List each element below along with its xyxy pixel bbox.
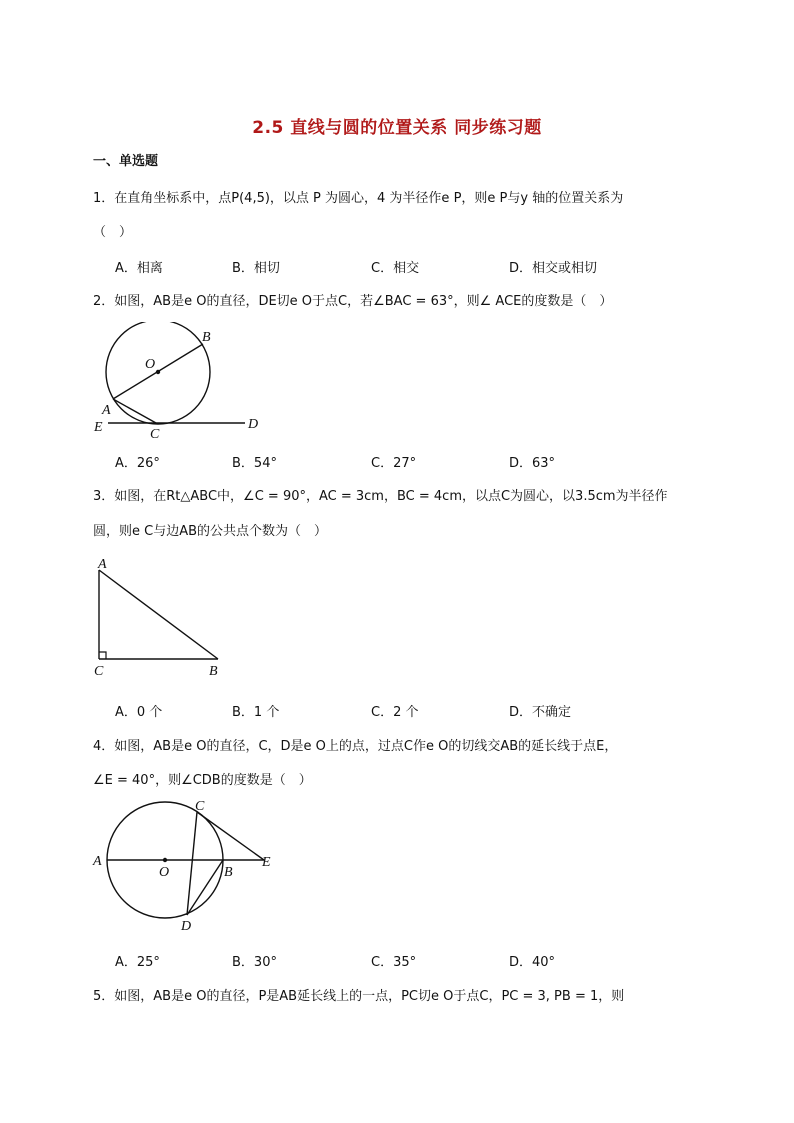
q2-label-b: B <box>202 330 211 345</box>
q4-stem-line2: ∠E = 40°，则∠CDB的度数是（ ） <box>93 773 312 788</box>
q4-label-o: O <box>159 865 170 880</box>
q3-label-a: A <box>98 557 107 572</box>
q3-label-b: B <box>209 664 218 679</box>
q2-label-e: E <box>94 420 103 435</box>
q2-chord-ac <box>113 399 156 423</box>
page-title: 2.5 直线与圆的位置关系 同步练习题 <box>252 118 542 138</box>
q4-label-a: A <box>93 854 102 869</box>
q2-option-b: B．54° <box>232 456 277 471</box>
q3-stem-line2: 圆，则e C与边AB的公共点个数为（ ） <box>93 524 328 539</box>
q5-stem-line1: 5．如图，AB是e O的直径，P是AB延长线上的一点，PC切e O于点C，PC = 3, PB = 1，则 <box>93 989 625 1004</box>
q3-figure <box>90 553 230 681</box>
q2-label-d: D <box>248 417 259 432</box>
q3-stem-line1: 3．如图，在Rt△ABC中，∠C = 90°，AC = 3cm，BC = 4cm，以点C为圆心，以3.5cm为半径作 <box>93 489 668 504</box>
q4-label-d: D <box>181 919 192 934</box>
q4-chord-db <box>187 860 223 915</box>
q1-option-b: B．相切 <box>232 261 280 276</box>
q3-right-angle-mark <box>99 652 106 659</box>
q3-option-a: A．0 个 <box>115 705 163 720</box>
q4-center-point <box>163 858 167 862</box>
q2-label-o: O <box>145 357 156 372</box>
q4-stem-line1: 4．如图，AB是e O的直径，C，D是e O上的点，过点C作e O的切线交AB的延长线于点E， <box>93 739 618 754</box>
q2-figure <box>90 322 270 442</box>
q4-option-c: C．35° <box>371 955 417 970</box>
q2-label-a: A <box>102 403 111 418</box>
q2-option-c: C．27° <box>371 456 417 471</box>
q4-label-c: C <box>195 799 205 814</box>
q2-center-point <box>156 370 160 374</box>
q3-side-ab <box>99 570 218 659</box>
q1-option-d: D．相交或相切 <box>509 261 598 276</box>
q1-stem-line1: 1．在直角坐标系中，点P(4,5)，以点 P 为圆心，4 为半径作e P，则e P与y 轴的位置关系为 <box>93 191 624 206</box>
q4-label-b: B <box>224 865 233 880</box>
q2-stem-line1: 2．如图，AB是e O的直径，DE切e O于点C，若∠BAC = 63°，则∠ ACE的度数是（ ） <box>93 294 613 309</box>
q4-chord-cd <box>187 812 197 915</box>
q3-option-d: D．不确定 <box>509 705 572 720</box>
q3-option-c: C．2 个 <box>371 705 419 720</box>
q2-label-c: C <box>150 427 160 442</box>
q4-option-b: B．30° <box>232 955 277 970</box>
q1-stem-line2: （ ） <box>93 225 133 240</box>
q3-label-c: C <box>94 664 104 679</box>
q4-label-e: E <box>262 855 271 870</box>
q2-option-d: D．63° <box>509 456 556 471</box>
q4-option-d: D．40° <box>509 955 556 970</box>
q1-option-c: C．相交 <box>371 261 420 276</box>
q2-option-a: A．26° <box>115 456 160 471</box>
q4-figure <box>88 798 288 938</box>
q1-option-a: A．相离 <box>115 261 163 276</box>
q4-option-a: A．25° <box>115 955 160 970</box>
section-heading: 一、单选题 <box>93 154 159 169</box>
q3-option-b: B．1 个 <box>232 705 280 720</box>
q4-tangent-ce <box>197 812 264 860</box>
